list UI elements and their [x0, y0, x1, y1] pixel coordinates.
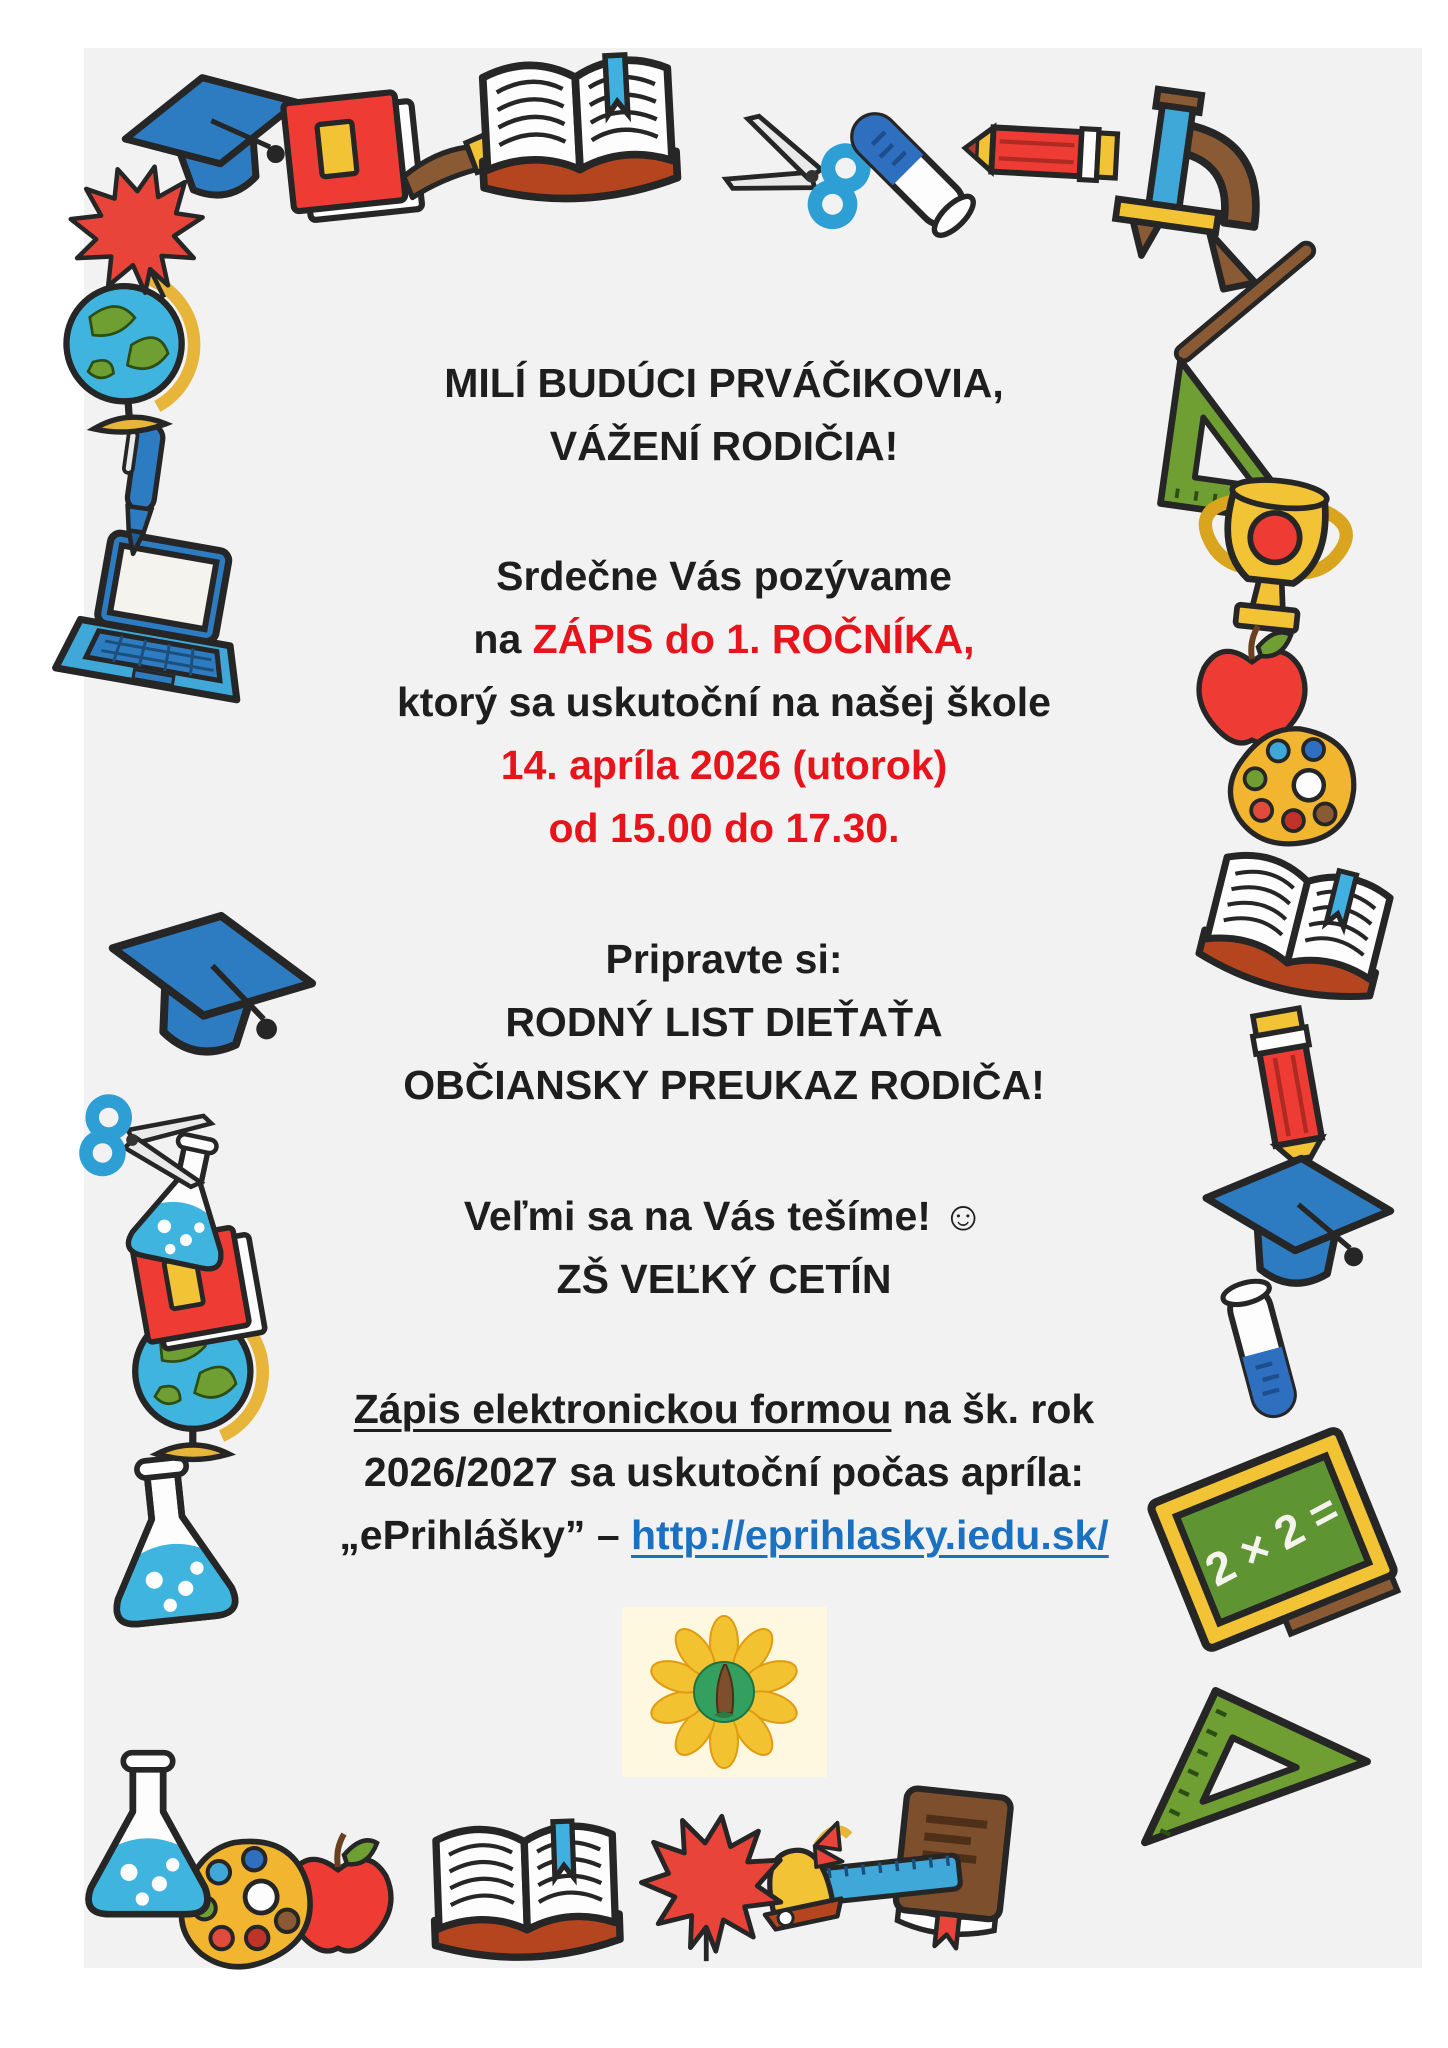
closing-line: Veľmi sa na Vás tešíme! ☺: [463, 1193, 985, 1239]
prepare-item-2: OBČIANSKY PREUKAZ RODIČA!: [403, 1062, 1045, 1108]
enroll-line-3: [188, 1504, 1260, 1567]
invite-line-2-black: na: [473, 616, 533, 662]
border-decoration-svg: 2 × 2 =: [0, 0, 1448, 2048]
title-line-2: VÁŽENÍ RODIČIA!: [549, 423, 899, 469]
time-line: od 15.00 do 17.30.: [548, 805, 900, 851]
school-logo-wrap: [188, 1607, 1260, 1777]
enroll-line-1: [188, 1378, 1260, 1441]
title-line-1: MILÍ BUDÚCI PRVÁČIKOVIA,: [444, 360, 1004, 406]
enroll-line-2: 2026/2027 sa uskutoční počas apríla:: [363, 1449, 1085, 1495]
content-block: [188, 352, 1260, 1777]
invite-line-1: Srdečne Vás pozývame: [496, 553, 952, 599]
prepare-heading: Pripravte si:: [605, 936, 843, 982]
invite-line-2: [188, 608, 1260, 671]
enroll-line-3-prefix: „ePrihlášky” –: [339, 1512, 632, 1558]
date-line: 14. apríla 2026 (utorok): [500, 742, 948, 788]
prepare-item-1: RODNÝ LIST DIEŤAŤA: [505, 999, 943, 1045]
eprihlasky-link[interactable]: http://eprihlasky.iedu.sk/: [631, 1512, 1109, 1558]
school-name: ZŠ VEĽKÝ CETÍN: [556, 1256, 892, 1302]
school-logo: [622, 1607, 827, 1777]
invite-line-3: ktorý sa uskutoční na našej škole: [397, 679, 1051, 725]
enroll-line-1-underlined: Zápis elektronickou formou: [353, 1386, 892, 1432]
enroll-line-1-rest: na šk. rok: [891, 1386, 1095, 1432]
invite-line-2-red: ZÁPIS do 1. ROČNÍKA,: [532, 616, 975, 662]
